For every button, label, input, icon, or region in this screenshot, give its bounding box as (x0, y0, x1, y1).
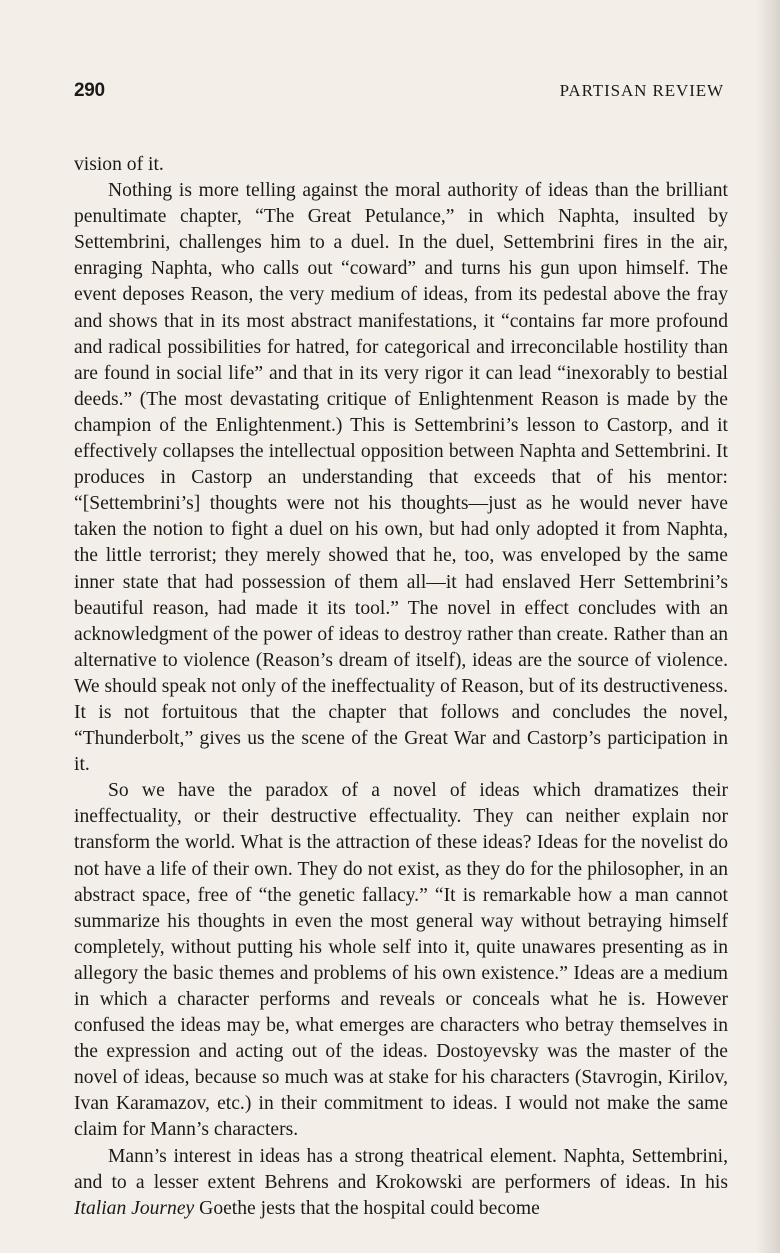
text-run: Mann’s interest in ideas has a strong theatrical element. Naphta, Settembrini, and to a lesser extent Behrens and Krokowski are performers of ideas. In his (74, 1145, 728, 1193)
paragraph: Nothing is more telling against the moral authority of ideas than the brilliant penultimate chapter, “The Great Petulance,” in which Naphta, insulted by Settembrini, challenges him to a duel. In the duel, Settembrini fires in the air, enraging Naphta, who calls out “coward” and turns his gun upon himself. The event deposes Reason, the very medium of ideas, from its pedestal above the fray and shows that in its most abstract manifestations, it “contains far more profound and radical possibilities for hatred, for categorical and irreconcilable hostility than are found in social life” and that in its very rigor it can lead “inexorably to bestial deeds.” (The most devastating critique of Enlightenment Reason is made by the champion of the Enlightenment.) This is Settembrini’s lesson to Castorp, and it effectively collapses the intellectual opposition between Naphta and Settembrini. It produces in Castorp an understanding that exceeds that of his mentor: “[Settembrini’s] thoughts were not his thoughts—just as he would never have taken the notion to fight a duel on his own, but had only adopted it from Naphta, the little terrorist; they merely showed that he, too, was enveloped by the same inner state that had possession of them all—it had enslaved Herr Settembrini’s beautiful reason, had made it its tool.” The novel in effect concludes with an acknowledgment of the power of ideas to destroy rather than create. Rather than an alternative to violence (Reason’s dream of itself), ideas are the source of violence. We should speak not only of the ineffectuality of Reason, but of its destructiveness. It is not fortuitous that the chapter that follows and concludes the novel, “Thunderbolt,” gives us the scene of the Great War and Castorp’s participation in it. (74, 180, 728, 776)
page-header (74, 80, 724, 110)
paragraph: So we have the paradox of a novel of ideas which dramatizes their ineffectuality, or their destructive effectuality. They can neither explain nor transform the world. What is the attraction of these ideas? Ideas for the novelist do not have a life of their own. They do not exist, as they do for the philosopher, in an abstract space, free of “the genetic fallacy.” “It is remarkable how a man cannot summarize his thoughts in even the most general way without betraying himself completely, without putting his whole self into it, quite unawares presenting as in allegory the basic themes and problems of his own existence.” Ideas are a medium in which a character performs and reveals or conceals what he is. However confused the ideas may be, what emerges are characters who betray themselves in the expression and acting out of the ideas. Dostoyevsky was the master of the novel of ideas, because so much was at stake for his characters (Stavrogin, Kirilov, Ivan Karamazov, etc.) in their commitment to ideas. I would not make the same claim for Mann’s characters. (74, 780, 728, 1141)
running-head: PARTISAN REVIEW (559, 81, 724, 100)
page-edge-shadow (756, 0, 780, 1253)
book-title-italic: Italian Journey (74, 1197, 195, 1219)
paragraph-continuation: vision of it. (74, 154, 164, 175)
body-text (74, 152, 728, 1222)
text-run: Goethe jests that the hospital could become (194, 1197, 540, 1219)
page-number: 290 (74, 80, 105, 101)
paragraph-last (74, 1144, 728, 1222)
